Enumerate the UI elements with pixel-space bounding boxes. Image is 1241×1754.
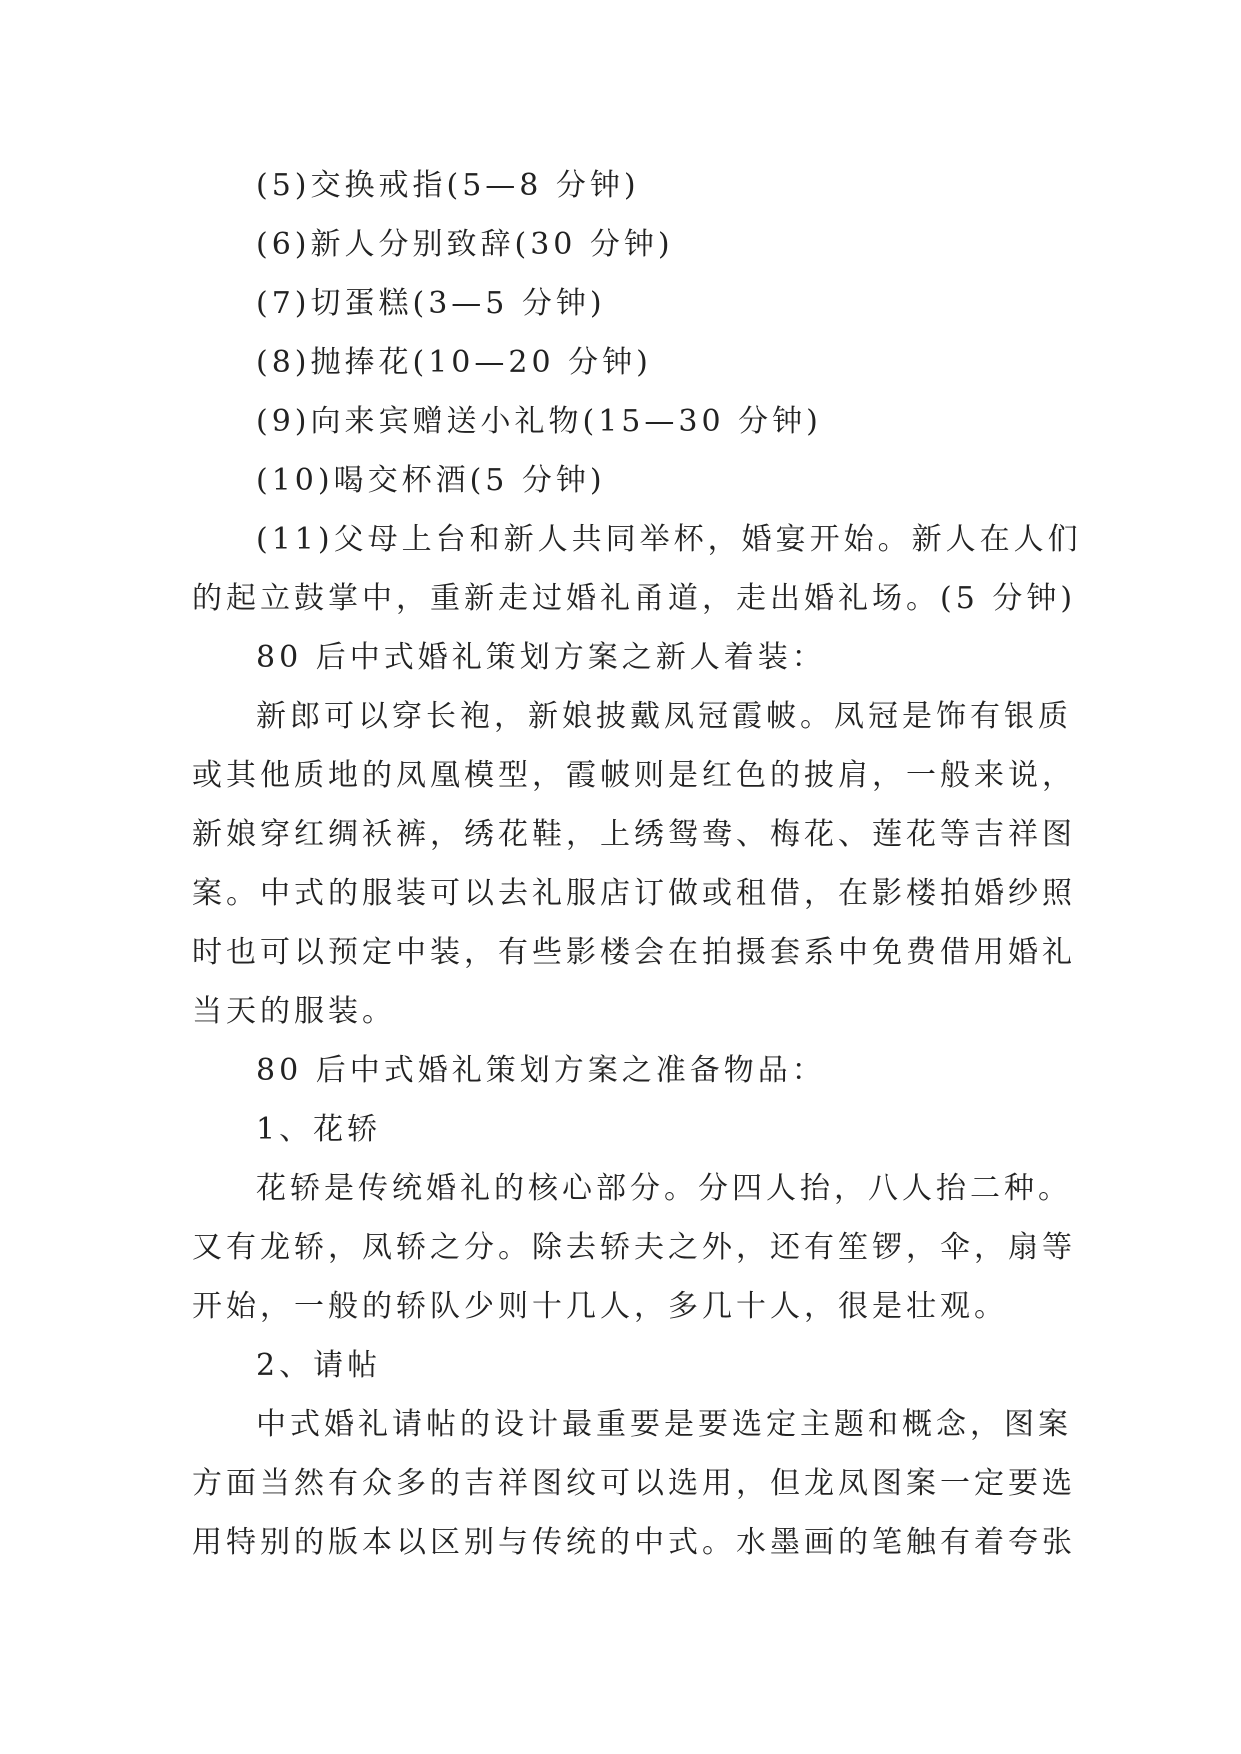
paragraph-line: 又有龙轿，凤轿之分。除去轿夫之外，还有笙锣，伞，扇等 xyxy=(192,1230,1076,1265)
paragraph-line: 的起立鼓掌中，重新走过婚礼甬道，走出婚礼场。(5 分钟) xyxy=(192,581,1077,616)
subheading-sedan: 1、花轿 xyxy=(256,1112,382,1147)
paragraph-line: 当天的服装。 xyxy=(192,994,396,1029)
list-item-speeches: (6)新人分别致辞(30 分钟) xyxy=(256,227,674,262)
paragraph-line: (11)父母上台和新人共同举杯，婚宴开始。新人在人们 xyxy=(256,522,1082,557)
document-body xyxy=(192,156,1082,1572)
list-item-cut-cake: (7)切蛋糕(3—5 分钟) xyxy=(256,286,606,321)
paragraph-line: 或其他质地的凤凰模型，霞帔则是红色的披肩，一般来说， xyxy=(192,758,1076,793)
subheading-invitation: 2、请帖 xyxy=(256,1348,382,1383)
paragraph-line: 新郎可以穿长袍，新娘披戴凤冠霞帔。凤冠是饰有银质 xyxy=(256,699,1072,734)
paragraph-line: 花轿是传统婚礼的核心部分。分四人抬，八人抬二种。 xyxy=(256,1171,1072,1206)
paragraph-line: 方面当然有众多的吉祥图纹可以选用，但龙凤图案一定要选 xyxy=(192,1466,1076,1501)
paragraph-line: 开始，一般的轿队少则十几人，多几十人，很是壮观。 xyxy=(192,1289,1008,1324)
list-item-guest-gifts: (9)向来宾赠送小礼物(15—30 分钟) xyxy=(256,404,822,439)
list-item-toast: (10)喝交杯酒(5 分钟) xyxy=(256,463,606,498)
list-item-bouquet-toss: (8)抛捧花(10—20 分钟) xyxy=(256,345,652,380)
paragraph-line: 新娘穿红绸袄裤，绣花鞋，上绣鸳鸯、梅花、莲花等吉祥图 xyxy=(192,817,1076,852)
section-heading-items: 80 后中式婚礼策划方案之准备物品： xyxy=(256,1053,826,1088)
paragraph-line: 用特别的版本以区别与传统的中式。水墨画的笔触有着夸张 xyxy=(192,1525,1076,1560)
paragraph-line: 案。中式的服装可以去礼服店订做或租借，在影楼拍婚纱照 xyxy=(192,876,1076,911)
section-heading-attire: 80 后中式婚礼策划方案之新人着装： xyxy=(256,640,826,675)
list-item-exchange-rings: (5)交换戒指(5—8 分钟) xyxy=(256,168,640,203)
paragraph-line: 时也可以预定中装，有些影楼会在拍摄套系中免费借用婚礼 xyxy=(192,935,1076,970)
paragraph-line: 中式婚礼请帖的设计最重要是要选定主题和概念，图案 xyxy=(256,1407,1072,1442)
